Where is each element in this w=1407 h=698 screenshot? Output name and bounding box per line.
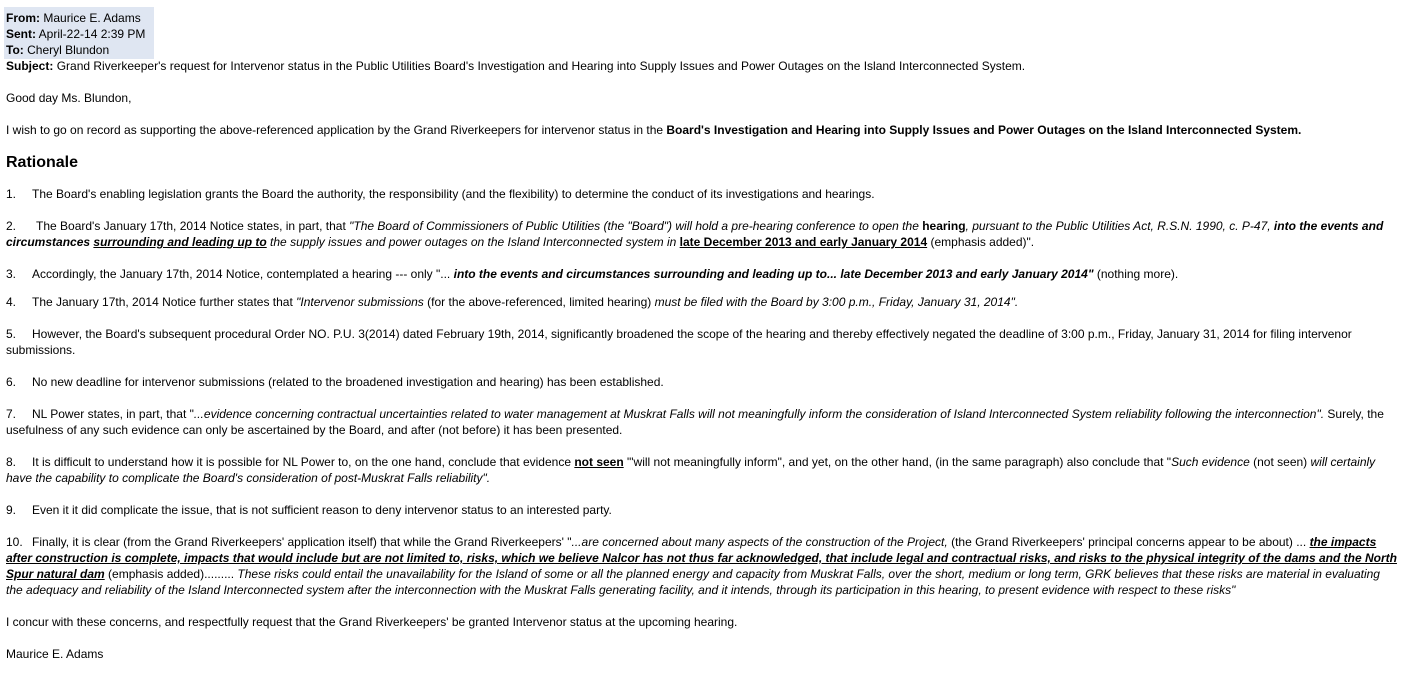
point-2-text-b: "The Board of Commissioners of Public Utilities (the "Board") will hold a pre-hearing conference to open the (349, 219, 923, 233)
sent-value: April-22-14 2:39 PM (38, 27, 146, 41)
point-8-text-e: (not seen) (1249, 455, 1311, 469)
subject-value: Grand Riverkeeper's request for Intervenor status in the Public Utilities Board's Investigation and Hearing into Supply Issues and Power Outages on the Island Interconnected System. (56, 59, 1026, 73)
point-4-text-b: "Intervenor submissions (296, 295, 424, 309)
point-9 (6, 502, 1397, 518)
point-7-text-a: NL Power states, in part, that " (32, 407, 194, 421)
point-7-text-b: ...evidence concerning contractual uncertainties related to water management at Muskrat Falls will not meaningfully inform the consideration of Island Interconnected System reliability following the interconnection". (193, 407, 1325, 421)
point-4-text-d: must be filed with the Board by 3:00 p.m., Friday, January 31, 2014". (654, 295, 1019, 309)
subject-label: Subject: (6, 59, 54, 73)
point-2-text-a: The Board's January 17th, 2014 Notice states, in part, that (36, 219, 350, 233)
point-8-text-d: Such evidence (1171, 455, 1250, 469)
point-9-text: Even it it did complicate the issue, that is not sufficient reason to deny intervenor status to an interested party. (32, 503, 612, 517)
point-5-number: 5. (6, 327, 17, 341)
point-10-text-a: Finally, it is clear (from the Grand Riverkeepers' application itself) that while the Grand Riverkeepers' " (32, 535, 572, 549)
email-document (6, 10, 1397, 662)
from-value: Maurice E. Adams (43, 11, 141, 25)
point-6-number: 6. (6, 375, 17, 389)
signature: Maurice E. Adams (6, 647, 104, 661)
point-3-text-c: (nothing more). (1093, 267, 1179, 281)
point-10-text-b: ...are concerned about many aspects of the construction of the Project, (571, 535, 948, 549)
to-label: To: (6, 43, 24, 57)
sent-row (6, 26, 1397, 42)
to-value: Cheryl Blundon (27, 43, 110, 57)
intro-bold: Board's Investigation and Hearing into Supply Issues and Power Outages on the Island Interconnected System. (666, 123, 1302, 137)
point-5 (6, 326, 1397, 358)
point-2-text-h: late December 2013 and early January 2014 (679, 235, 928, 249)
point-2-text-g: the supply issues and power outages on the Island Interconnected system in (266, 235, 680, 249)
intro-text: I wish to go on record as supporting the above-referenced application by the Grand Riverkeepers for intervenor status in the (6, 123, 667, 137)
point-5-text: However, the Board's subsequent procedural Order NO. P.U. 3(2014) dated February 19th, 2014, significantly broadened the scope of the hearing and thereby effectively negated the deadline of 3:00 p.m., Friday, January 31, 2014 for filing intervenor submissions. (6, 327, 1352, 357)
point-8-text-a: It is difficult to understand how it is possible for NL Power to, on the one hand, conclude that evidence (32, 455, 575, 469)
point-2-text-f: surrounding and leading up to (93, 235, 267, 249)
point-2-text-c: hearing (922, 219, 966, 233)
point-2-text-i: (emphasis added)". (927, 235, 1035, 249)
sent-label: Sent: (6, 27, 36, 41)
point-2-text-d: , pursuant to the Public Utilities Act, R.S.N. 1990, c. P-47, (965, 219, 1274, 233)
point-10 (6, 534, 1397, 598)
point-7 (6, 406, 1397, 438)
point-4-number: 4. (6, 295, 17, 309)
concur-paragraph: I concur with these concerns, and respectfully request that the Grand Riverkeepers' be granted Intervenor status at the upcoming hearing. (6, 615, 738, 629)
greeting: Good day Ms. Blundon, (6, 91, 132, 105)
point-2 (6, 218, 1397, 250)
point-1 (6, 186, 1397, 202)
point-6 (6, 374, 1397, 390)
from-label: From: (6, 11, 40, 25)
from-row (6, 10, 1397, 26)
to-row (6, 42, 1397, 58)
point-9-number: 9. (6, 503, 17, 517)
point-10-text-d: the impacts after construction is complete, impacts that would include but are not limited to, risks, which we believe Nalcor has not thus far acknowledged, that include legal and contractual risks, and risks to the physical integrity of the dams and the North Spur natural dam (6, 535, 1397, 581)
point-1-number: 1. (6, 187, 17, 201)
point-1-text: The Board's enabling legislation grants the Board the authority, the responsibility (and the flexibility) to determine the conduct of its investigations and hearings. (32, 187, 875, 201)
point-10-text-f: These risks could entail the unavailability for the Island of some or all the planned energy and capacity from Muskrat Falls, over the short, medium or long term, GRK believes that these risks are material in evaluating the adequacy and reliability of the Island Interconnected system after the interconnection with the Muskrat Falls generating facility, and it intends, through its participation in this hearing, to present evidence with respect to these risks" (6, 567, 1380, 597)
point-7-number: 7. (6, 407, 17, 421)
point-3-text-b: into the events and circumstances surrounding and leading up to... late December 2013 and early January 2014" (453, 267, 1094, 281)
point-2-number: 2. (6, 219, 17, 233)
intro-paragraph (6, 122, 1397, 138)
point-10-text-e: (emphasis added)......... (104, 567, 235, 581)
point-2-text-e: into the events and circumstances (6, 219, 1384, 249)
point-10-text-c: (the Grand Riverkeepers' principal concerns appear to be about) ... (947, 535, 1310, 549)
subject-row (6, 58, 1397, 74)
point-4-text-a: The January 17th, 2014 Notice further states that (32, 295, 297, 309)
point-8-text-c: "'will not meaningfully inform", and yet, on the other hand, (in the same paragraph) also conclude that " (623, 455, 1172, 469)
point-8-text-b: not seen (574, 455, 624, 469)
point-8-number: 8. (6, 455, 17, 469)
point-3-text-a: Accordingly, the January 17th, 2014 Notice, contemplated a hearing --- only "... (32, 267, 454, 281)
point-7-text-c: Surely, the usefulness of any such evidence can only be ascertained by the Board, and after (not before) it has been presented. (6, 407, 1384, 437)
rationale-heading: Rationale (6, 154, 79, 171)
point-6-text: No new deadline for intervenor submissions (related to the broadened investigation and hearing) has been established. (32, 375, 664, 389)
point-3 (6, 266, 1397, 282)
point-10-number: 10. (6, 535, 23, 549)
point-8-text-f: will certainly have the capability to complicate the Board's consideration of post-Muskrat Falls reliability". (6, 455, 1376, 485)
point-3-number: 3. (6, 267, 17, 281)
point-4 (6, 294, 1397, 310)
point-4-text-c: (for the above-referenced, limited hearing) (423, 295, 655, 309)
point-8 (6, 454, 1397, 486)
email-header (6, 10, 1397, 74)
